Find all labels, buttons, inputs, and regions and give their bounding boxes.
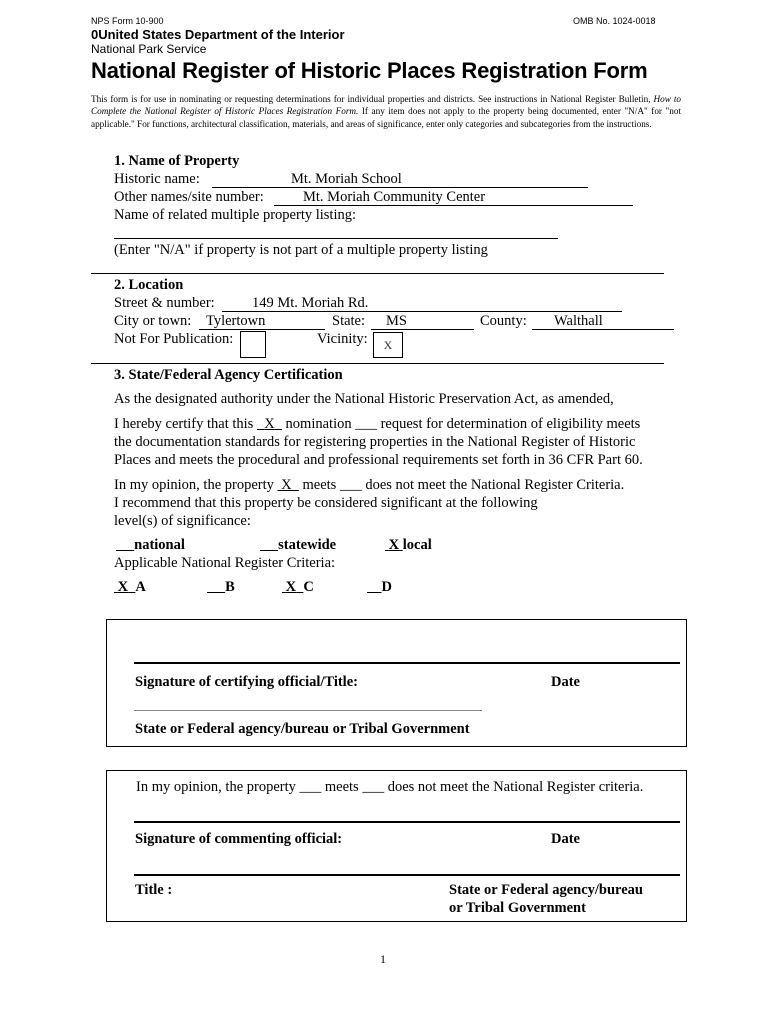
criterion-a[interactable] bbox=[114, 579, 146, 596]
related-listing-note: (Enter "N/A" if property is not part of a multiple property listing bbox=[114, 242, 488, 258]
form-instructions bbox=[91, 93, 681, 130]
commenting-signature-label: Signature of commenting official: bbox=[135, 831, 343, 847]
not-for-publication-checkbox[interactable] bbox=[240, 331, 266, 358]
criterion-b[interactable] bbox=[207, 579, 235, 596]
related-listing-field[interactable] bbox=[114, 238, 558, 239]
commenting-title-label: Title : bbox=[135, 882, 173, 898]
department-name: 0United States Department of the Interior bbox=[91, 27, 345, 42]
level-local-label: local bbox=[402, 537, 432, 553]
instructions-text: This form is for use in nominating or requesting determinations for individual properties and districts. See instructions in National Register Bulletin, bbox=[91, 94, 651, 104]
city-label: City or town: bbox=[114, 313, 192, 329]
state-field[interactable]: MS bbox=[386, 313, 407, 329]
omb-number: OMB No. 1024-0018 bbox=[573, 16, 656, 26]
significance-level-text: level(s) of significance: bbox=[114, 513, 251, 529]
commenting-signature-line[interactable] bbox=[134, 821, 680, 823]
opinion-text-rest: meets ___ does not meet the National Register Criteria. bbox=[302, 477, 625, 493]
commenting-title-line[interactable] bbox=[134, 874, 680, 876]
meets-mark[interactable] bbox=[278, 477, 299, 493]
commenting-date-label: Date bbox=[551, 831, 580, 847]
nomination-mark[interactable] bbox=[257, 416, 282, 432]
nomination-mark-value: X bbox=[264, 416, 275, 432]
other-names-field[interactable]: Mt. Moriah Community Center bbox=[303, 189, 486, 205]
vicinity-checkbox[interactable]: X bbox=[373, 332, 403, 358]
commenting-agency-label-line1: State or Federal agency/bureau bbox=[449, 882, 643, 898]
other-names-label: Other names/site number: bbox=[114, 189, 264, 205]
street-label: Street & number: bbox=[114, 295, 215, 311]
level-statewide-label: statewide bbox=[278, 537, 337, 553]
page-number: 1 bbox=[380, 952, 386, 966]
county-label: County: bbox=[480, 313, 527, 329]
criterion-b-mark bbox=[207, 579, 225, 595]
form-number: NPS Form 10-900 bbox=[91, 16, 164, 26]
vicinity-label: Vicinity: bbox=[317, 331, 368, 347]
instructions-bulletin-title: How to Complete the National Register of Historic Places Registration Form. bbox=[91, 94, 681, 117]
instructions-text-rest: If any item does not apply to the property being documented, enter "N/A" for "not applicable." For functions, architectural classification, materials, and areas of significance, enter only categories and subcategories from the instructions. bbox=[91, 106, 681, 129]
certifying-signature-label: Signature of certifying official/Title: bbox=[135, 674, 358, 690]
criteria-label: Applicable National Register Criteria: bbox=[114, 555, 336, 571]
certification-statement-line2: the documentation standards for registering properties in the National Register of Historic bbox=[114, 434, 636, 450]
criterion-a-mark: X bbox=[117, 579, 129, 595]
opinion-text: In my opinion, the property bbox=[114, 477, 274, 493]
level-local[interactable] bbox=[385, 537, 432, 554]
certifying-agency-line[interactable] bbox=[134, 710, 482, 711]
criterion-a-label: A bbox=[135, 579, 146, 595]
historic-name-field[interactable]: Mt. Moriah School bbox=[291, 171, 402, 187]
recommendation-text: I recommend that this property be considered significant at the following bbox=[114, 495, 538, 511]
form-title: National Register of Historic Places Registration Form bbox=[91, 58, 648, 83]
criterion-c[interactable] bbox=[282, 579, 314, 596]
criterion-c-label: C bbox=[303, 579, 314, 595]
certifying-signature-line[interactable] bbox=[134, 662, 680, 664]
level-national-mark bbox=[116, 537, 134, 553]
section-divider bbox=[91, 273, 664, 274]
not-for-publication-label: Not For Publication: bbox=[114, 331, 234, 347]
section-1-heading: 1. Name of Property bbox=[114, 153, 240, 169]
related-listing-label: Name of related multiple property listing: bbox=[114, 207, 357, 223]
city-field[interactable]: Tylertown bbox=[206, 313, 266, 329]
agency-name: National Park Service bbox=[91, 42, 207, 56]
criterion-c-mark: X bbox=[285, 579, 297, 595]
criterion-d-mark bbox=[367, 579, 382, 595]
street-field[interactable]: 149 Mt. Moriah Rd. bbox=[252, 295, 369, 311]
criterion-d-label: D bbox=[381, 579, 392, 595]
criterion-d[interactable] bbox=[367, 579, 392, 596]
certifying-agency-label: State or Federal agency/bureau or Tribal Government bbox=[135, 721, 470, 737]
level-national[interactable] bbox=[116, 537, 185, 554]
section-3-heading: 3. State/Federal Agency Certification bbox=[114, 367, 343, 383]
certification-statement bbox=[114, 416, 640, 433]
certify-text: I hereby certify that this bbox=[114, 416, 254, 432]
certification-statement-line3: Places and meets the procedural and professional requirements set forth in 36 CFR Part 60. bbox=[114, 452, 643, 468]
level-national-label: national bbox=[134, 537, 185, 553]
historic-name-label: Historic name: bbox=[114, 171, 200, 187]
section-2-heading: 2. Location bbox=[114, 277, 184, 293]
level-statewide[interactable] bbox=[260, 537, 336, 554]
meets-mark-value: X bbox=[281, 477, 292, 493]
certifying-date-label: Date bbox=[551, 674, 580, 690]
certification-authority-text: As the designated authority under the National Historic Preservation Act, as amended, bbox=[114, 391, 614, 407]
criterion-b-label: B bbox=[225, 579, 235, 595]
opinion-statement bbox=[114, 477, 624, 494]
level-statewide-mark bbox=[260, 537, 278, 553]
section-divider bbox=[91, 363, 664, 364]
county-field[interactable]: Walthall bbox=[554, 313, 603, 329]
certify-text-rest: nomination ___ request for determination of eligibility meets bbox=[285, 416, 641, 432]
state-label: State: bbox=[332, 313, 366, 329]
commenting-opinion-text: In my opinion, the property ___ meets ___ does not meet the National Register criteria. bbox=[136, 779, 644, 795]
commenting-agency-label-line2: or Tribal Government bbox=[449, 900, 586, 916]
level-local-mark: X bbox=[388, 537, 400, 553]
